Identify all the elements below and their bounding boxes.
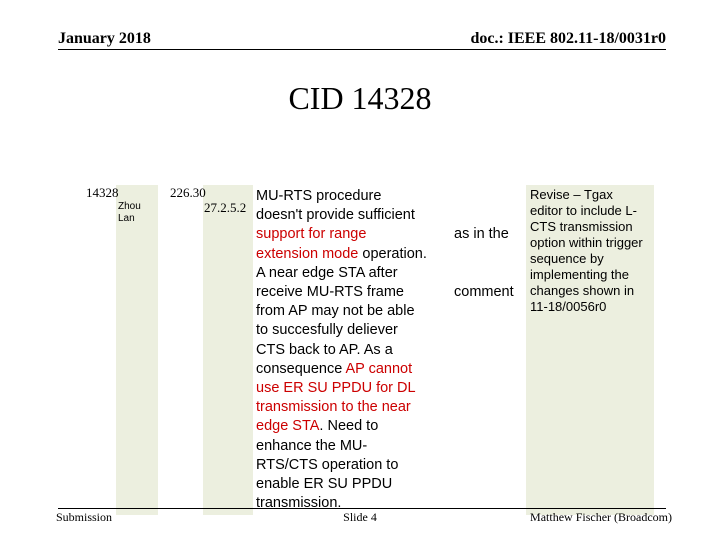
resolution-text: Revise – Tgax editor to include L- CTS transmission option within trigger sequence by implementing the changes shown in 11-18/0056r0 bbox=[530, 187, 643, 314]
footer-rule bbox=[58, 508, 666, 509]
page-line-value: 226.30 bbox=[170, 185, 206, 200]
comment-highlight: edge STA bbox=[256, 418, 320, 435]
comment-line bbox=[256, 379, 427, 398]
comment-segment: transmission. bbox=[256, 495, 342, 512]
comment-segment: doesn't provide sufficient bbox=[256, 207, 415, 224]
header-date: January 2018 bbox=[58, 30, 151, 47]
comment-segment: operation. bbox=[358, 245, 427, 262]
comment-highlight: transmission to the near bbox=[256, 399, 411, 416]
clause-cell bbox=[203, 185, 253, 515]
header-rule bbox=[58, 49, 666, 50]
commenter-cell bbox=[116, 185, 158, 515]
comment-line bbox=[256, 437, 427, 456]
cid-value: 14328 bbox=[86, 185, 119, 200]
comment-segment: receive MU-RTS frame bbox=[256, 284, 404, 301]
comment-segment: to succesfully deliever bbox=[256, 322, 398, 339]
comment-segment: enable ER SU PPDU bbox=[256, 476, 393, 493]
comment-segment: . Need to bbox=[319, 418, 379, 435]
proposed-change: as in the comment bbox=[454, 226, 514, 301]
comment-segment: from AP may not be able bbox=[256, 303, 415, 320]
comment-text bbox=[256, 187, 427, 513]
comment-highlight: support for range bbox=[256, 226, 367, 243]
footer-submission: Submission bbox=[56, 510, 113, 524]
comment-line bbox=[256, 475, 427, 494]
comment-segment: consequence bbox=[256, 360, 346, 377]
comment-highlight: extension mode bbox=[256, 245, 359, 262]
comment-line bbox=[256, 264, 427, 283]
clause-value: 27.2.5.2 bbox=[204, 200, 247, 215]
comment-line bbox=[256, 321, 427, 340]
header-doc-id: doc.: IEEE 802.11-18/0031r0 bbox=[470, 30, 666, 47]
comment-line bbox=[256, 360, 427, 379]
comment-line bbox=[256, 187, 427, 206]
comment-segment: enhance the MU- bbox=[256, 437, 368, 454]
comment-line bbox=[256, 225, 427, 244]
comment-line bbox=[256, 417, 427, 436]
comment-line bbox=[256, 398, 427, 417]
comment-highlight: use ER SU PPDU for DL bbox=[256, 380, 416, 397]
comment-line bbox=[256, 341, 427, 360]
comment-line bbox=[256, 206, 427, 225]
slide-title: CID 14328 bbox=[288, 80, 432, 116]
comment-line bbox=[256, 283, 427, 302]
comment-segment: MU-RTS procedure bbox=[256, 188, 382, 204]
comment-segment: RTS/CTS operation to bbox=[256, 456, 399, 473]
footer-slide-number: Slide 4 bbox=[343, 510, 377, 524]
comment-line bbox=[256, 456, 427, 475]
comment-highlight: AP cannot bbox=[345, 360, 413, 377]
comment-segment: CTS back to AP. As a bbox=[256, 341, 393, 358]
comment-segment: A near edge STA after bbox=[256, 264, 398, 281]
comment-table bbox=[78, 185, 654, 515]
commenter-name: Zhou Lan bbox=[118, 201, 141, 224]
comment-line bbox=[256, 302, 427, 321]
comment-line bbox=[256, 245, 427, 264]
footer-author: Matthew Fischer (Broadcom) bbox=[530, 510, 672, 524]
